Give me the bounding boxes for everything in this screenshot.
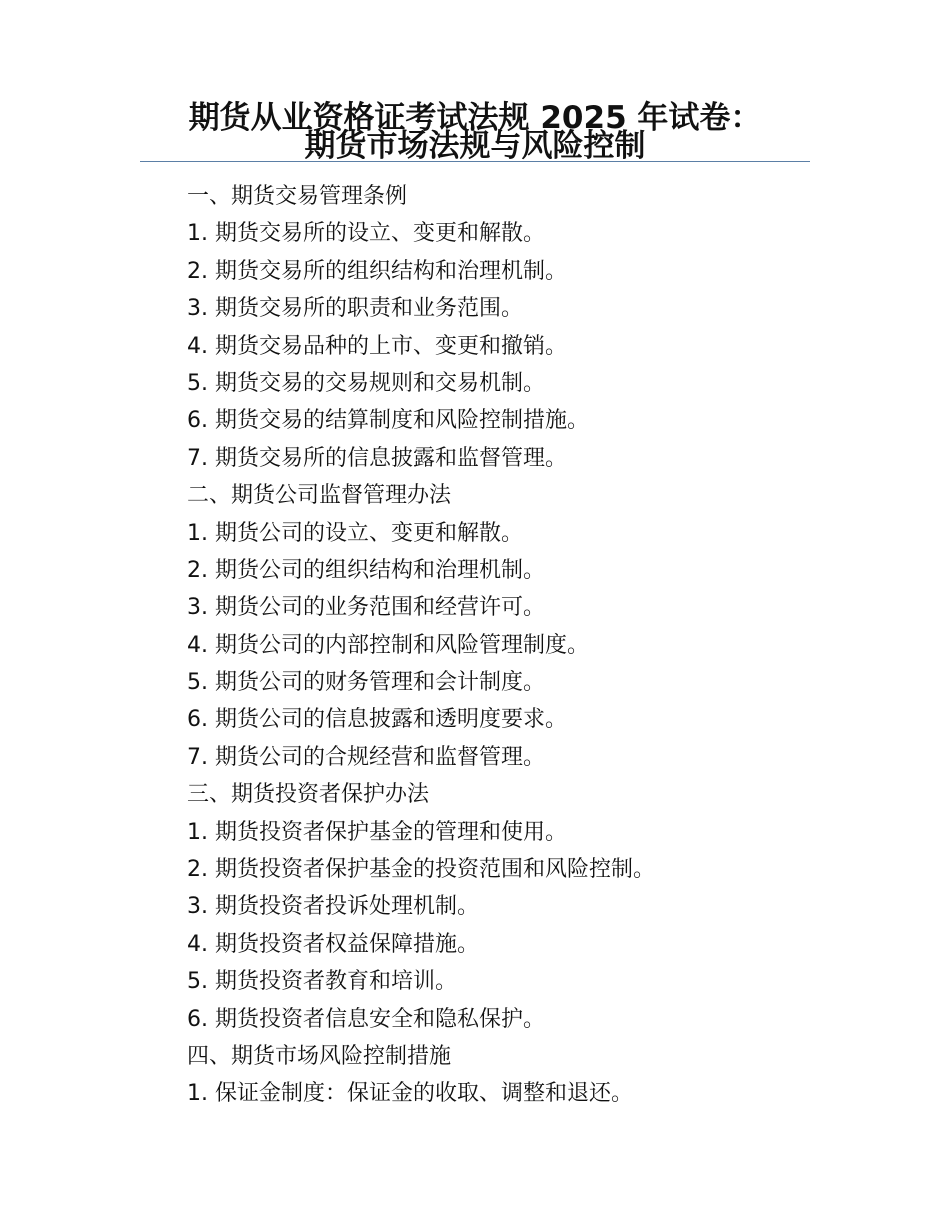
- list-item: 7. 期货公司的合规经营和监督管理。: [187, 744, 545, 770]
- list-item: 5. 期货公司的财务管理和会计制度。: [187, 670, 545, 696]
- title-line-1: 期货从业资格证考试法规 2025 年试卷：: [188, 100, 762, 136]
- title-line-2: 期货市场法规与风险控制: [304, 128, 646, 164]
- list-item: 1. 期货投资者保护基金的管理和使用。: [187, 819, 567, 845]
- list-item: 6. 期货公司的信息披露和透明度要求。: [187, 707, 567, 733]
- list-item: 3. 期货交易所的职责和业务范围。: [187, 296, 523, 322]
- list-item: 2. 期货交易所的组织结构和治理机制。: [187, 258, 567, 284]
- section-heading-3: 三、期货投资者保护办法: [187, 782, 430, 808]
- section-heading-4: 四、期货市场风险控制措施: [187, 1043, 452, 1069]
- title-underline: [140, 161, 810, 162]
- list-item: 5. 期货投资者教育和培训。: [187, 969, 457, 995]
- list-item: 3. 期货投资者投诉处理机制。: [187, 894, 479, 920]
- list-item: 6. 期货投资者信息安全和隐私保护。: [187, 1006, 545, 1032]
- list-item: 1. 保证金制度：保证金的收取、调整和退还。: [187, 1081, 633, 1107]
- list-item: 2. 期货公司的组织结构和治理机制。: [187, 557, 545, 583]
- list-item: 4. 期货投资者权益保障措施。: [187, 931, 479, 957]
- list-item: 5. 期货交易的交易规则和交易机制。: [187, 370, 545, 396]
- list-item: 7. 期货交易所的信息披露和监督管理。: [187, 445, 567, 471]
- list-item: 6. 期货交易的结算制度和风险控制措施。: [187, 408, 589, 434]
- list-item: 4. 期货公司的内部控制和风险管理制度。: [187, 632, 589, 658]
- document-body: [187, 178, 867, 1113]
- document-title: [140, 100, 810, 164]
- list-item: 2. 期货投资者保护基金的投资范围和风险控制。: [187, 857, 655, 883]
- list-item: 1. 期货交易所的设立、变更和解散。: [187, 221, 545, 247]
- section-heading-2: 二、期货公司监督管理办法: [187, 483, 452, 509]
- list-item: 1. 期货公司的设立、变更和解散。: [187, 520, 523, 546]
- list-item: 3. 期货公司的业务范围和经营许可。: [187, 595, 545, 621]
- list-item: 4. 期货交易品种的上市、变更和撤销。: [187, 333, 567, 359]
- section-heading-1: 一、期货交易管理条例: [187, 184, 408, 209]
